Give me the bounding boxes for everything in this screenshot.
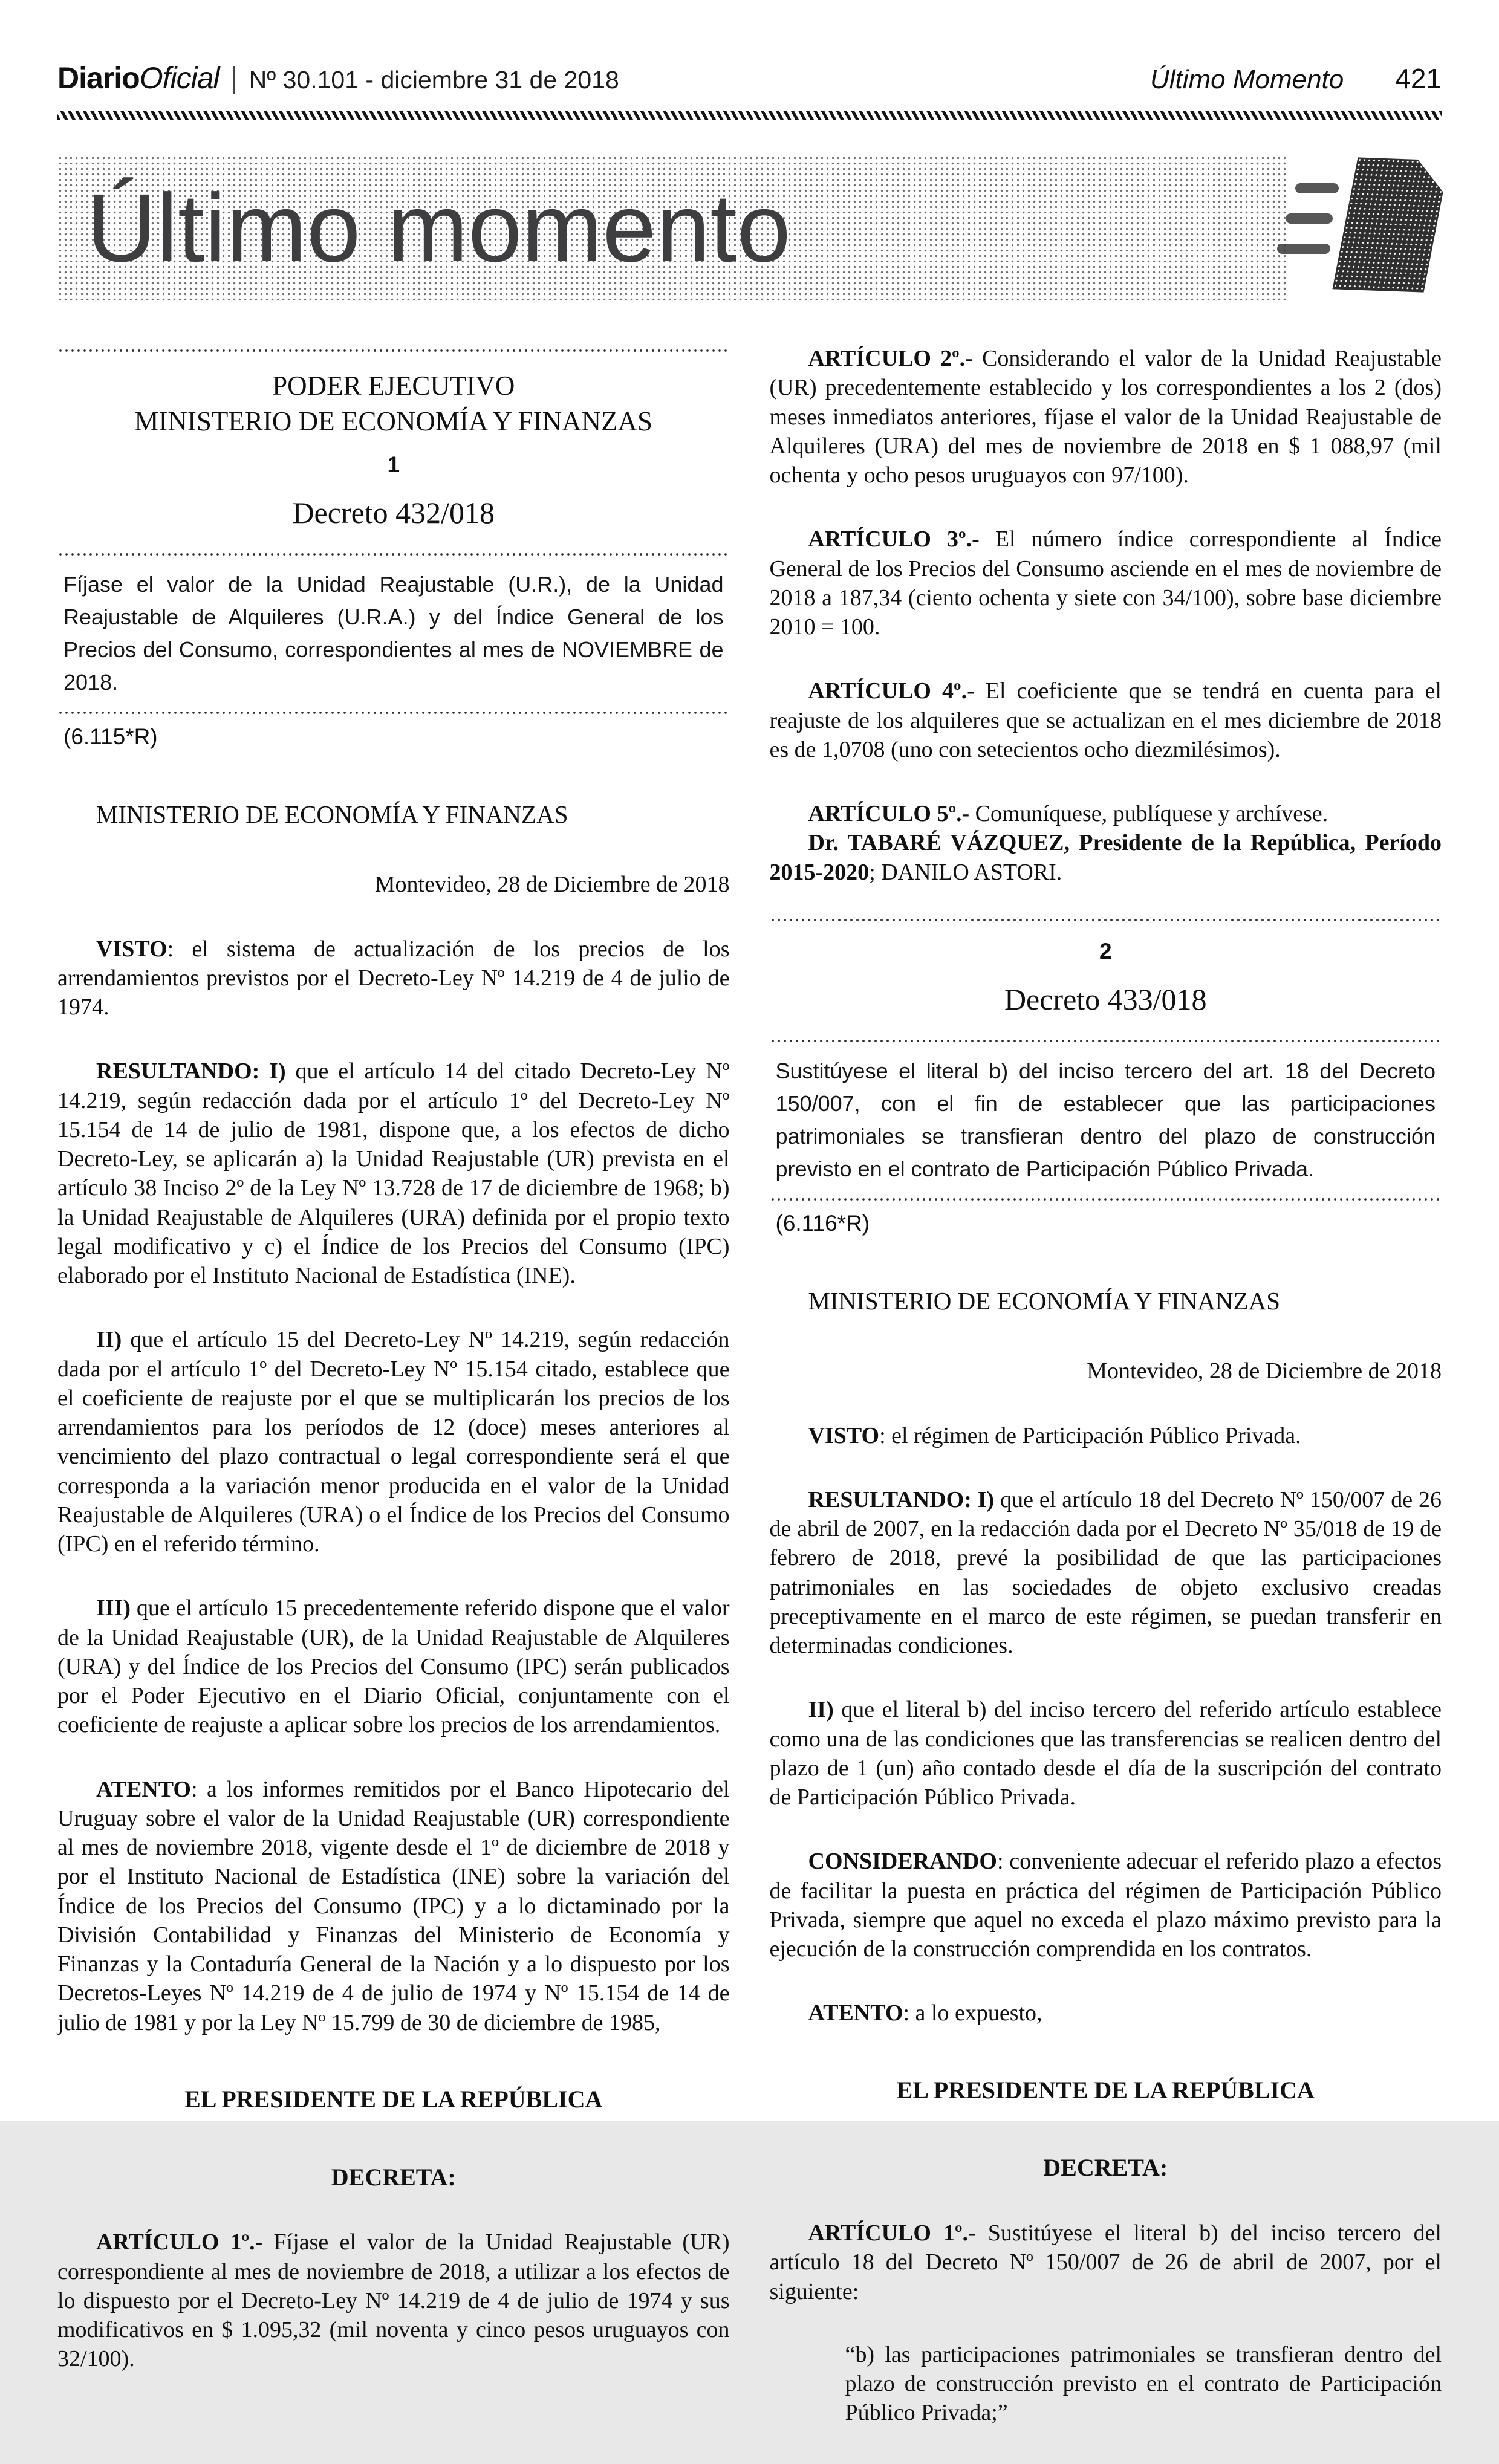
paragraph: ATENTO: a los informes remitidos por el Banco Hipotecario del Uruguay sobre el valor de la Unidad Reajustable (UR) correspondiente al mes de noviembre 2018, vigente desde el 1º de diciembre de 2018 y por el Instituto Nacional de Estadística (INE) sobre la variación del Índice de los Precios del Consumo (IPC) y a lo dictaminado por la División Contabilidad y Finanzas del Ministerio de Economía y Finanzas y la Contaduría General de la Nación y a lo dispuesto por los Decretos-Leyes Nº 14.219 de 4 de julio de 1974 y Nº 15.154 de 14 de julio de 1981 y por la Ley Nº 15.799 de 30 de diciembre de 1985,: [57, 1776, 730, 2035]
president-heading: EL PRESIDENTE DE LA REPÚBLICA: [896, 2076, 1315, 2104]
issue-number: Nº 30.101 - diciembre 31 de 2018: [233, 66, 619, 94]
bottom-margin: [57, 2428, 1442, 2464]
paragraph-lead: ARTÍCULO 2º.-: [808, 346, 973, 371]
banner-title: Último momento: [86, 173, 791, 282]
ministry-rubric-heading: MINISTERIO DE ECONOMÍA Y FINANZAS: [134, 406, 653, 437]
masthead: [57, 60, 619, 96]
dotted-rule: [770, 1039, 1442, 1043]
paragraph: ARTÍCULO 3º.- El número índice correspondiente al Índice General de los Precios del Consumo asciende en el mes de noviembre de 2018 a 187,34 (ciento ochenta y siete con 34/100), sobre base diciembre 2010 = 100.: [769, 527, 1442, 640]
dateline: Montevideo, 28 de Diciembre de 2018: [374, 872, 730, 898]
rubric-authority: [57, 368, 730, 532]
paper-sheet-icon: [1332, 157, 1449, 292]
paragraph-lead: ARTÍCULO 1º.-: [808, 2220, 976, 2246]
page-number: 421: [1395, 63, 1442, 94]
paragraph: II) que el artículo 15 del Decreto-Ley Nº 14.219, según redacción dada por el artículo 1º del Decreto-Ley Nº 15.154 citado, establece que el coeficiente de reajuste por el que se multiplicarán los precios de los arrendamientos para los períodos de 12 (doce) meses anteriores al vencimiento del plazo contractual o legal correspondiente será el que corresponda a la variación menor producida en el valor de la Unidad Reajustable de Alquileres (URA) o el Índice de los Precios del Consumo (IPC) en el referido término.: [57, 1327, 730, 1557]
ministry-heading: MINISTERIO DE ECONOMÍA Y FINANZAS: [808, 1287, 1281, 1315]
paragraph: CONSIDERANDO: conveniente adecuar el referido plazo a efectos de facilitar la puesta en práctica del régimen de Participación Público Privada, siempre que aquel no exceda el plazo máximo previsto para la ejecución de la construcción comprendida en los contratos.: [769, 1849, 1442, 1962]
decree-summary: Sustitúyese el literal b) del inciso tercero del art. 18 del Decreto 150/007, con el fin de establecer que las participaciones patrimoniales se transfieran dentro del plazo de construcción previsto en el contrato de Participación Público Privada.: [775, 1059, 1436, 1182]
header-rule: [57, 111, 1442, 120]
ministry-heading: MINISTERIO DE ECONOMÍA Y FINANZAS: [96, 800, 568, 829]
paragraph: ARTÍCULO 1º.- Sustitúyese el literal b) del inciso tercero del artículo 18 del Decreto Nº 150/007 de 26 de abril de 2007, por el siguiente:: [769, 2220, 1442, 2304]
paragraph-lead: Dr. TABARÉ VÁZQUEZ, Presidente de la República, Período 2015-2020: [769, 830, 1442, 885]
rubric-decree-2: [770, 938, 1442, 1019]
paragraph: II) que el literal b) del inciso tercero del referido artículo establece como una de las condiciones que las transferencias se realicen dentro del plazo de 1 (un) año contado desde el día de la suscripción del contrato de Participación Público Privada.: [769, 1697, 1442, 1811]
section-banner: [57, 155, 1442, 300]
president-heading: EL PRESIDENTE DE LA REPÚBLICA: [184, 2085, 603, 2113]
paragraph-lead: ARTÍCULO 4º.-: [808, 678, 975, 704]
speed-line-icon: [1295, 183, 1339, 193]
decree-title: Decreto 432/018: [292, 495, 495, 530]
article-paragraphs: [770, 2219, 1442, 2428]
body-paragraphs: [57, 935, 730, 2037]
dotted-rule: [57, 711, 730, 715]
dotted-rule: [57, 553, 730, 556]
page-fold-icon: [1411, 159, 1450, 193]
paragraph: ARTÍCULO 2º.- Considerando el valor de la Unidad Reajustable (UR) precedentemente establecido y los correspondientes a los 2 (dos) meses inmediatos anteriores, fíjase el valor de la Unidad Reajustable de Alquileres (URA) del mes de noviembre de 2018 en $ 1 088,97 (mil ochenta y ocho pesos uruguayos con 97/100).: [769, 346, 1442, 488]
paragraph-lead: ARTÍCULO 3º.-: [808, 527, 980, 553]
dotted-rule: [57, 349, 730, 352]
paragraph: RESULTANDO: I) que el artículo 18 del Decreto Nº 150/007 de 26 de abril de 2007, en la redacción dada por el Decreto Nº 35/018 de 19 de febrero de 2018, prevé la posibilidad de que las participaciones patrimoniales en las sociedades de objeto exclusivo creadas preceptivamente en el marco de este régimen, se puedan transferir en determinadas condiciones.: [769, 1487, 1442, 1659]
dotted-rule: [770, 918, 1442, 922]
content-columns: [57, 344, 1442, 2428]
decree-title: Decreto 433/018: [1004, 982, 1207, 1016]
brand-diario: Diario: [57, 61, 140, 95]
body-paragraphs: [770, 1421, 1442, 2028]
decree-summary: Fíjase el valor de la Unidad Reajustable (U.R.), de la Unidad Reajustable de Alquileres (U.R.A.) y del Índice General de los Precios del Consumo, correspondientes al mes de NOVIEMBRE de 2018.: [63, 572, 724, 695]
paragraph-lead: II): [808, 1697, 834, 1723]
paragraph: VISTO: el régimen de Participación Público Privada.: [808, 1422, 1301, 1448]
decreta-heading: DECRETA:: [1043, 2154, 1168, 2182]
decreta-heading: DECRETA:: [331, 2163, 456, 2191]
paragraph-lead: RESULTANDO: I): [96, 1059, 286, 1084]
flying-page-icon: [1286, 155, 1442, 300]
paragraph-lead: ATENTO: [96, 1776, 191, 1802]
speed-line-icon: [1286, 213, 1333, 224]
section-number: 1: [387, 452, 400, 477]
signature-line: Dr. TABARÉ VÁZQUEZ, Presidente de la República, Período 2015-2020; DANILO ASTORI.: [769, 830, 1442, 885]
left-column: [57, 344, 730, 2428]
dotted-rule: [770, 1198, 1442, 1201]
paragraph: ARTÍCULO 1º.- Fíjase el valor de la Unidad Reajustable (UR) correspondiente al mes de noviembre de 2018, a utilizar a los efectos de lo dispuesto por el Decreto-Ley Nº 14.219 de 4 de julio de 1974 y sus modificativos en $ 1.095,32 (mil noventa y cinco pesos uruguayos con 32/100).: [57, 2229, 730, 2372]
paragraph: ARTÍCULO 5º.- Comuníquese, publíquese y archívese.: [808, 801, 1328, 826]
paragraph-lead: VISTO: [96, 936, 167, 962]
right-column: [770, 344, 1442, 2428]
paragraph-lead: ARTÍCULO 5º.-: [808, 801, 970, 826]
dateline: Montevideo, 28 de Diciembre de 2018: [1087, 1358, 1442, 1384]
article-paragraphs: [57, 2228, 730, 2373]
paragraph-lead: ATENTO: [808, 2000, 903, 2026]
brand-oficial: Oficial: [139, 61, 219, 95]
section-number: 2: [1099, 938, 1112, 964]
paragraph-lead: RESULTANDO: I): [808, 1487, 995, 1512]
page-header: [57, 60, 1442, 96]
reference-code: (6.115*R): [63, 724, 158, 750]
paragraph-lead: VISTO: [808, 1422, 880, 1448]
paragraph: VISTO: el sistema de actualización de los precios de los arrendamientos previstos por el Decreto-Ley Nº 14.219 de 4 de julio de 1974.: [57, 936, 730, 1020]
poder-ejecutivo-heading: PODER EJECUTIVO: [272, 371, 515, 401]
decree1-article-paragraphs: [770, 344, 1442, 887]
banner-halftone: [57, 155, 1286, 300]
paragraph: RESULTANDO: I) que el artículo 14 del citado Decreto-Ley Nº 14.219, según redacción dada por el artículo 1º del Decreto-Ley Nº 15.154 de 14 de julio de 1981, dispone que, a los efectos de dicho Decreto-Ley, se aplicarán a) la Unidad Reajustable (UR) prevista en el artículo 38 Inciso 2º de la Ley Nº 13.728 de 17 de diciembre de 1968; b) la Unidad Reajustable de Alquileres (URA) definida por el propio texto legal modificativo y c) el Índice de los Precios del Consumo (IPC) elaborado por el Instituto Nacional de Estadística (INE).: [57, 1059, 730, 1289]
paragraph-lead: II): [96, 1327, 122, 1353]
paragraph: ARTÍCULO 4º.- El coeficiente que se tendrá en cuenta para el reajuste de los alquileres que se actualizan en el mes diciembre de 2018 es de 1,0708 (uno con setecientos ocho diezmilésimos).: [769, 678, 1442, 762]
paragraph-lead: ARTÍCULO 1º.-: [96, 2229, 263, 2255]
paragraph: III) que el artículo 15 precedentemente referido dispone que el valor de la Unidad Reajustable (UR), de la Unidad Reajustable de Alquileres (URA) y del Índice de los Precios del Consumo (IPC) serán publicados por el Poder Ejecutivo en el Diario Oficial, conjuntamente con el coeficiente de reajuste a aplicar sobre los precios de los arrendamientos.: [57, 1595, 730, 1738]
paragraph-lead: CONSIDERANDO: [808, 1849, 997, 1875]
paragraph: ATENTO: a lo expuesto,: [808, 2000, 1042, 2026]
quoted-literal: “b) las participaciones patrimoniales se transfieran dentro del plazo de construcción previsto en el contrato de Participación Público Privada;”: [845, 2341, 1442, 2426]
speed-line-icon: [1277, 244, 1330, 254]
paragraph-lead: III): [96, 1595, 131, 1621]
reference-code: (6.116*R): [775, 1211, 870, 1236]
header-right: [1150, 62, 1442, 95]
running-section-name: Último Momento: [1149, 65, 1344, 94]
